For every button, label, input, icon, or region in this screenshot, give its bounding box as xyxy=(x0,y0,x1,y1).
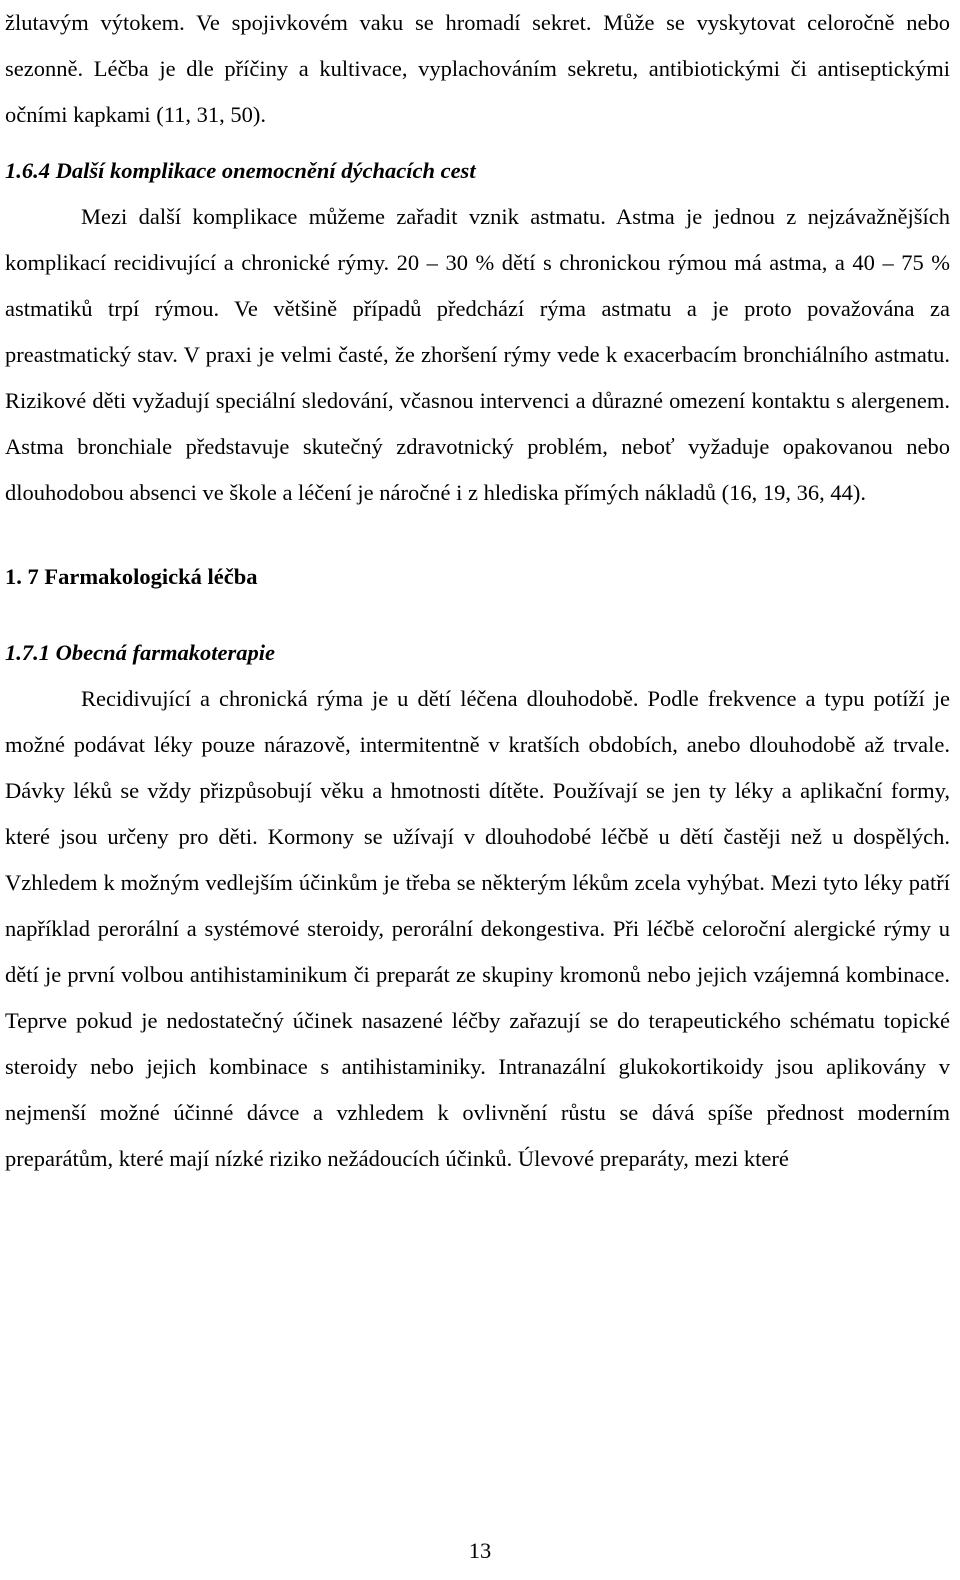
spacer xyxy=(5,600,950,630)
paragraph-complications: Mezi další komplikace můžeme zařadit vznik astmatu. Astma je jednou z nejzávažnějších komplikací recidivující a chronické rýmy. 20 – 30 % dětí s chronickou rýmou má astma, a 40 – 75 % astmatiků trpí rýmou. Ve většině případů předchází rýma astmatu a je proto považována za preastmatický stav. V praxi je velmi časté, že zhoršení rýmy vede k exacerbacím bronchiálního astmatu. Rizikové děti vyžadují speciální sledování, včasnou intervenci a důrazné omezení kontaktu s alergenem. Astma bronchiale představuje skutečný zdravotnický problém, neboť vyžaduje opakovanou nebo dlouhodobou absenci ve škole a léčení je náročné i z hlediska přímých nákladů (16, 19, 36, 44). xyxy=(5,204,950,505)
spacer xyxy=(5,138,950,148)
section-heading-1-7: 1. 7 Farmakologická léčba xyxy=(5,564,258,589)
document-page xyxy=(5,0,950,1182)
page-number: 13 xyxy=(468,1538,492,1563)
section-heading-1-6-4: 1.6.4 Další komplikace onemocnění dýchacích cest xyxy=(5,158,476,183)
paragraph-pharmacotherapy: Recidivující a chronická rýma je u dětí léčena dlouhodobě. Podle frekvence a typu potíží je možné podávat léky pouze nárazově, intermitentně v kratších obdobích, anebo dlouhodobě až trvale. Dávky léků se vždy přizpůsobují věku a hmotnosti dítěte. Používají se jen ty léky a aplikační formy, které jsou určeny pro děti. Kormony se užívají v dlouhodobé léčbě u dětí častěji než u dospělých. Vzhledem k možným vedlejším účinkům je třeba se některým lékům zcela vyhýbat. Mezi tyto léky patří například perorální a systémové steroidy, perorální dekongestiva. Při léčbě celoroční alergické rýmy u dětí je první volbou antihistaminikum či preparát ze skupiny kromonů nebo jejich vzájemná kombinace. Teprve pokud je nedostatečný účinek nasazené léčby zařazují se do terapeutického schématu topické steroidy nebo jejich kombinace s antihistaminiky. Intranazální glukokortikoidy jsou aplikovány v nejmenší možné účinné dávce a vzhledem k ovlivnění růstu se dává spíše přednost moderním preparátům, které mají nízké riziko nežádoucích účinků. Úlevové preparáty, mezi které xyxy=(5,686,950,1171)
section-heading-1-7-1: 1.7.1 Obecná farmakoterapie xyxy=(5,640,275,665)
continuation-paragraph: žlutavým výtokem. Ve spojivkovém vaku se hromadí sekret. Může se vyskytovat celoročně nebo sezonně. Léčba je dle příčiny a kultivace, vyplachováním sekretu, antibiotickými či antiseptickými očními kapkami (11, 31, 50). xyxy=(5,10,950,127)
spacer xyxy=(5,516,950,554)
